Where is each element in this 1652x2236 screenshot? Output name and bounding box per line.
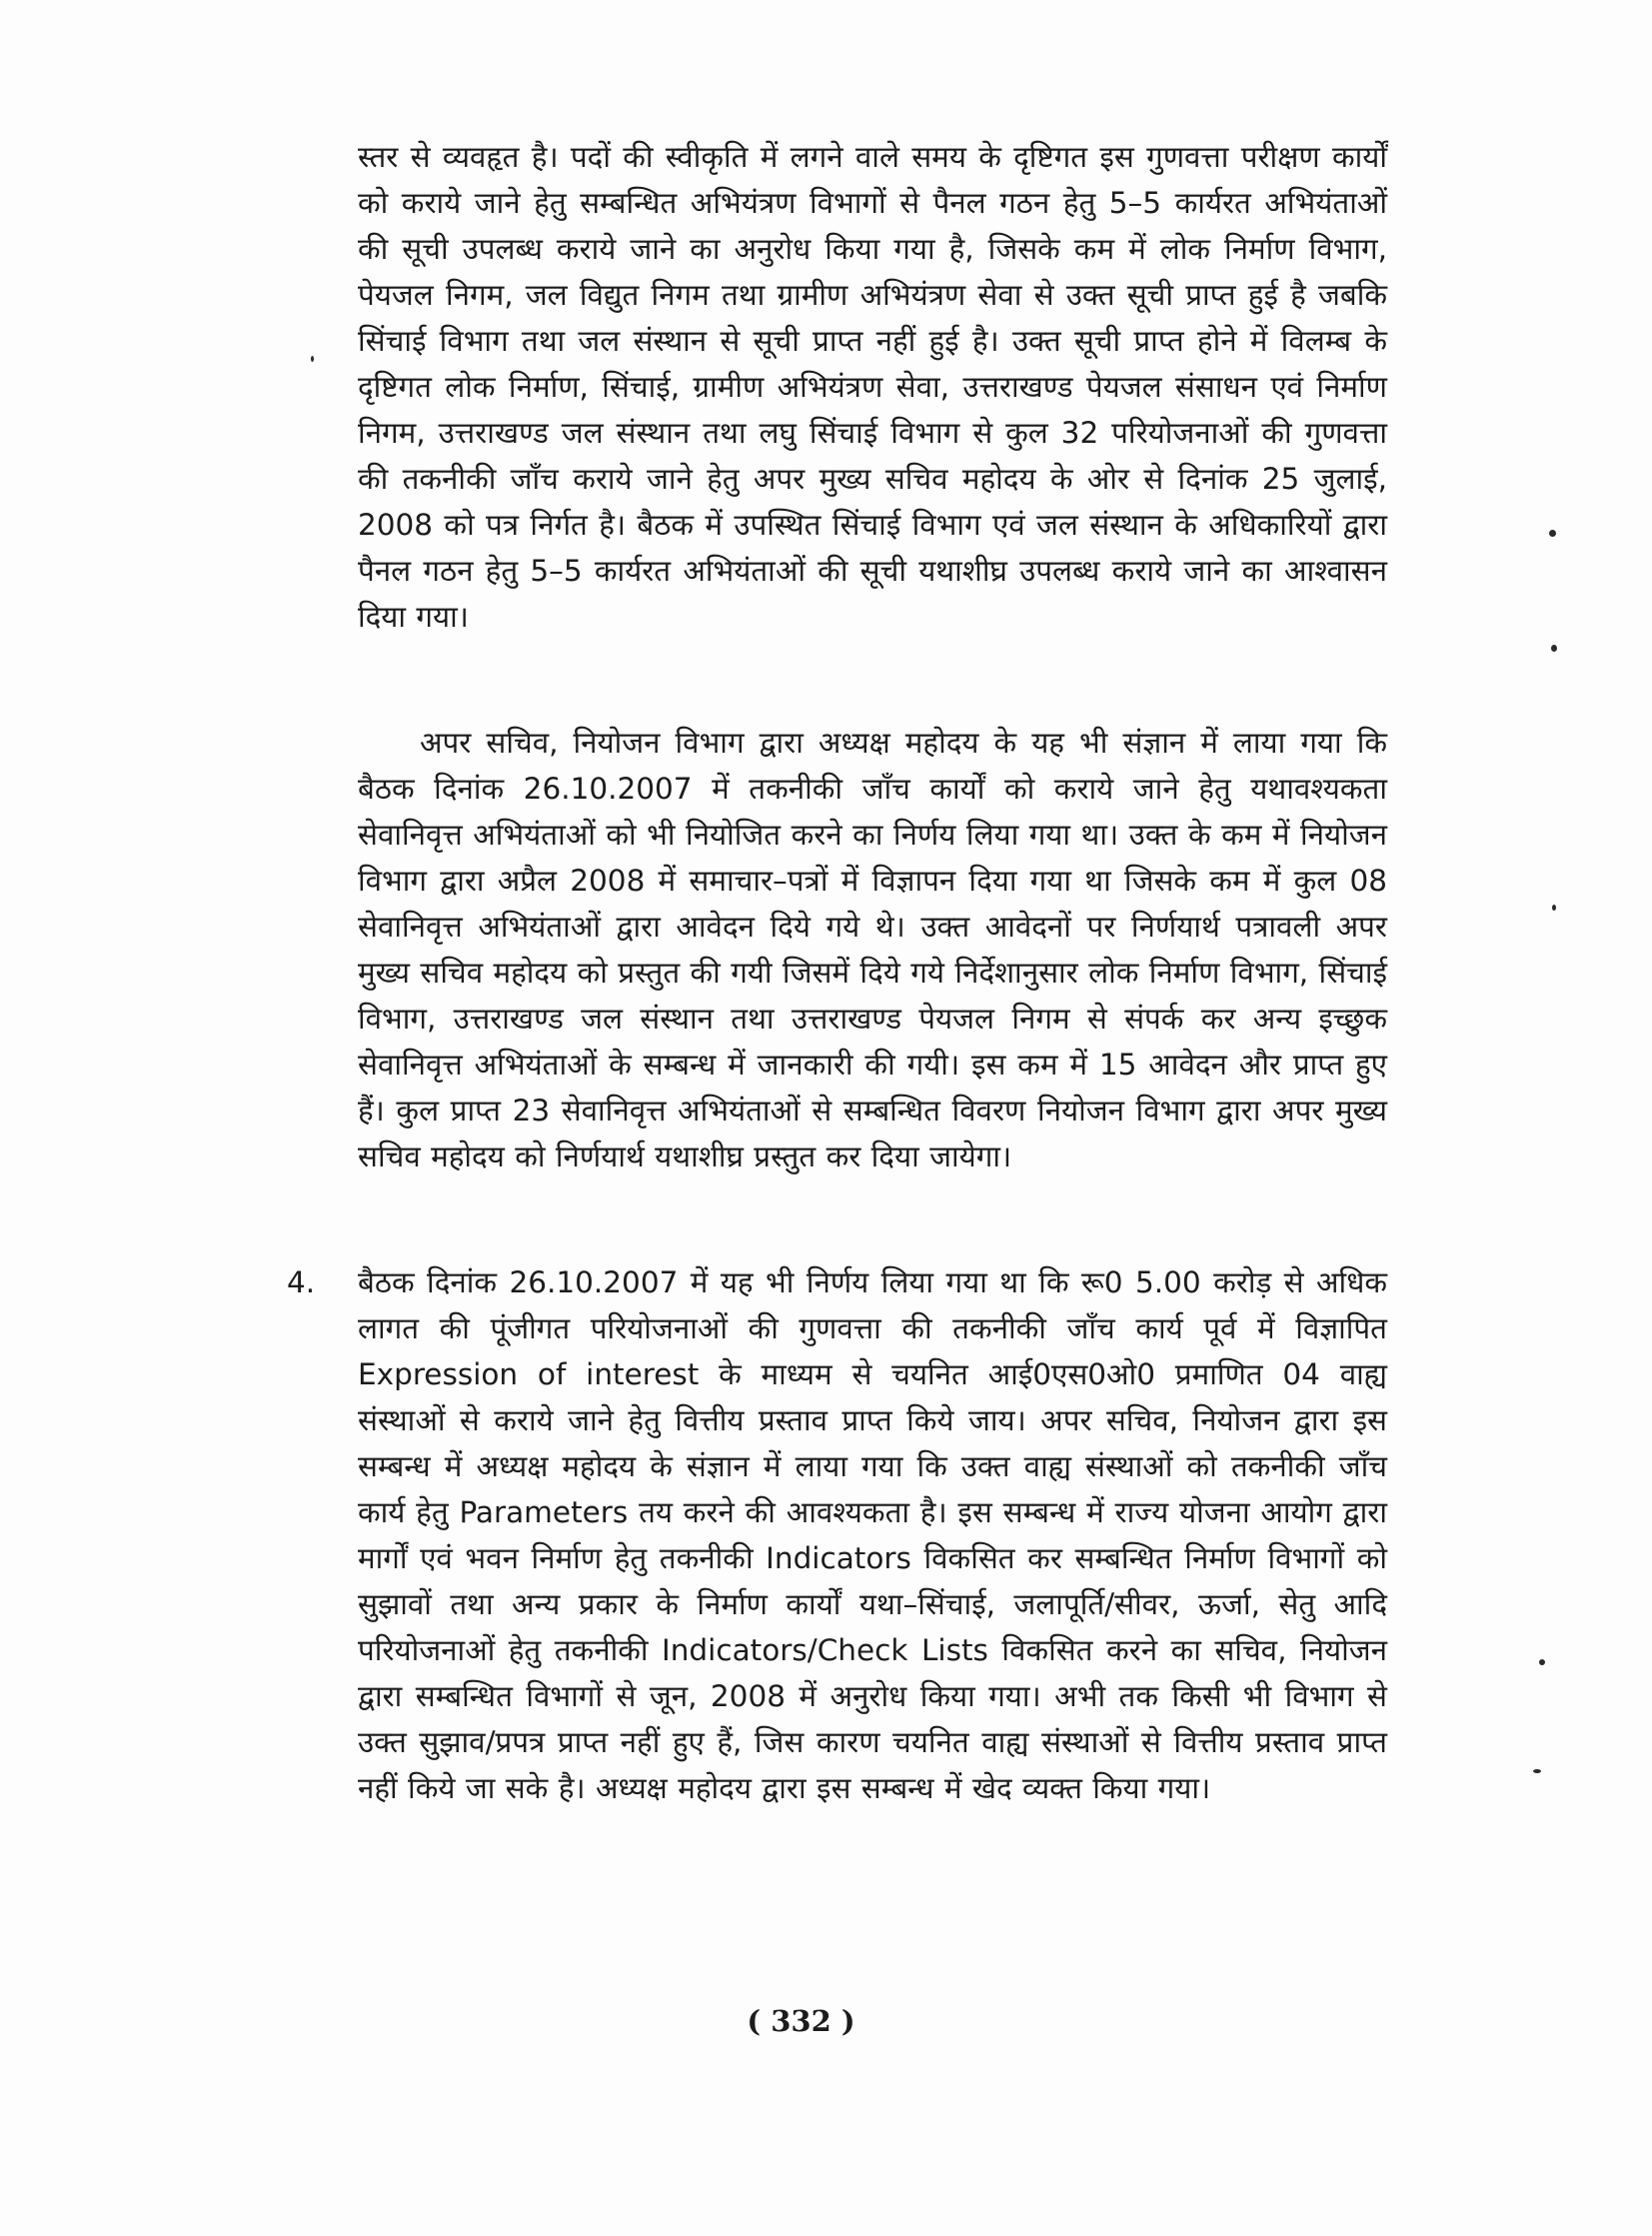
paragraph-quality-testing-panel: स्तर से व्यवहृत है। पदों की स्वीकृति में लगने वाले समय के दृष्टिगत इस गुणवत्ता परीक्षण कार्यों को कराये जाने हेतु सम्बन्धित अभियंत्रण विभागों से पैनल गठन हेतु 5–5 कार्यरत अभियंताओं की सूची उपलब्ध कराये जाने का अनुरोध किया गया है, जिसके कम में लोक निर्माण विभाग, पेयजल निगम, जल विद्युत निगम तथा ग्रामीण अभियंत्रण सेवा से उक्त सूची प्राप्त हुई है जबकि सिंचाई विभाग तथा जल संस्थान से सूची प्राप्त नहीं हुई है। उक्त सूची प्राप्त होने में विलम्ब के दृष्टिगत लोक निर्माण, सिंचाई, ग्रामीण अभियंत्रण सेवा, उत्तराखण्ड पेयजल संसाधन एवं निर्माण निगम, उत्तराखण्ड जल संस्थान तथा लघु सिंचाई विभाग से कुल 32 परियोजनाओं की गुणवत्ता की तकनीकी जाँच कराये जाने हेतु अपर मुख्य सचिव महोदय के ओर से दिनांक 25 जुलाई, 2008 को पत्र निर्गत है। बैठक में उपस्थित सिंचाई विभाग एवं जल संस्थान के अधिकारियों द्वारा पैनल गठन हेतु 5–5 कार्यरत अभियंताओं की सूची यथाशीघ्र उपलब्ध कराये जाने का आश्वासन दिया गया। <box>358 140 1387 634</box>
page-number <box>0 2004 1652 2038</box>
page-number-text: ( 332 ) <box>747 2004 855 2038</box>
scan-speck <box>1533 1769 1541 1773</box>
scan-speck <box>1552 905 1556 911</box>
scan-speck <box>1549 530 1556 537</box>
scan-speck <box>311 356 314 362</box>
scan-speck <box>1551 645 1557 652</box>
paragraph-external-agencies: बैठक दिनांक 26.10.2007 में यह भी निर्णय लिया गया था कि रू0 5.00 करोड़ से अधिक लागत की पूंजीगत परियोजनाओं की गुणवत्ता की तकनीकी जाँच कार्य पूर्व में विज्ञापित Expression of interest के माध्यम से चयनित आई0एस0ओ0 प्रमाणित 04 वाह्य संस्थाओं से कराये जाने हेतु वित्तीय प्रस्ताव प्राप्त किये जाय। अपर सचिव, नियोजन द्वारा इस सम्बन्ध में अध्यक्ष महोदय के संज्ञान में लाया गया कि उक्त वाह्य संस्थाओं को तकनीकी जाँच कार्य हेतु Parameters तय करने की आवश्यकता है। इस सम्बन्ध में राज्य योजना आयोग द्वारा मार्गों एवं भवन निर्माण हेतु तकनीकी Indicators विकसित कर सम्बन्धित निर्माण विभागों को सुझावों तथा अन्य प्रकार के निर्माण कार्यों यथा–सिंचाई, जलापूर्ति/सीवर, ऊर्जा, सेतु आदि परियोजनाओं हेतु तकनीकी Indicators/Check Lists विकसित करने का सचिव, नियोजन द्वारा सम्बन्धित विभागों से जून, 2008 में अनुरोध किया गया। अभी तक किसी भी विभाग से उक्त सुझाव/प्रपत्र प्राप्त नहीं हुए हैं, जिस कारण चयनित वाह्य संस्थाओं से वित्तीय प्रस्ताव प्राप्त नहीं किये जा सके है। अध्यक्ष महोदय द्वारा इस सम्बन्ध में खेद व्यक्त किया गया। <box>358 1265 1387 1805</box>
scan-speck <box>1539 1659 1545 1665</box>
item-number: 4. <box>287 1265 316 1299</box>
paragraph-retired-engineers: अपर सचिव, नियोजन विभाग द्वारा अध्यक्ष महोदय के यह भी संज्ञान में लाया गया कि बैठक दिनांक 26.10.2007 में तकनीकी जाँच कार्यों को कराये जाने हेतु यथावश्यकता सेवानिवृत्त अभियंताओं को भी नियोजित करने का निर्णय लिया गया था। उक्त के कम में नियोजन विभाग द्वारा अप्रैल 2008 में समाचार–पत्रों में विज्ञापन दिया गया था जिसके कम में कुल 08 सेवानिवृत्त अभियंताओं द्वारा आवेदन दिये गये थे। उक्त आवेदनों पर निर्णयार्थ पत्रावली अपर मुख्य सचिव महोदय को प्रस्तुत की गयी जिसमें दिये गये निर्देशानुसार लोक निर्माण विभाग, सिंचाई विभाग, उत्तराखण्ड जल संस्थान तथा उत्तराखण्ड पेयजल निगम से संपर्क कर अन्य इच्छुक सेवानिवृत्त अभियंताओं के सम्बन्ध में जानकारी की गयी। इस कम में 15 आवेदन और प्राप्त हुए हैं। कुल प्राप्त 23 सेवानिवृत्त अभियंताओं से सम्बन्धित विवरण नियोजन विभाग द्वारा अपर मुख्य सचिव महोदय को निर्णयार्थ यथाशीघ्र प्रस्तुत कर दिया जायेगा। <box>358 726 1387 1173</box>
